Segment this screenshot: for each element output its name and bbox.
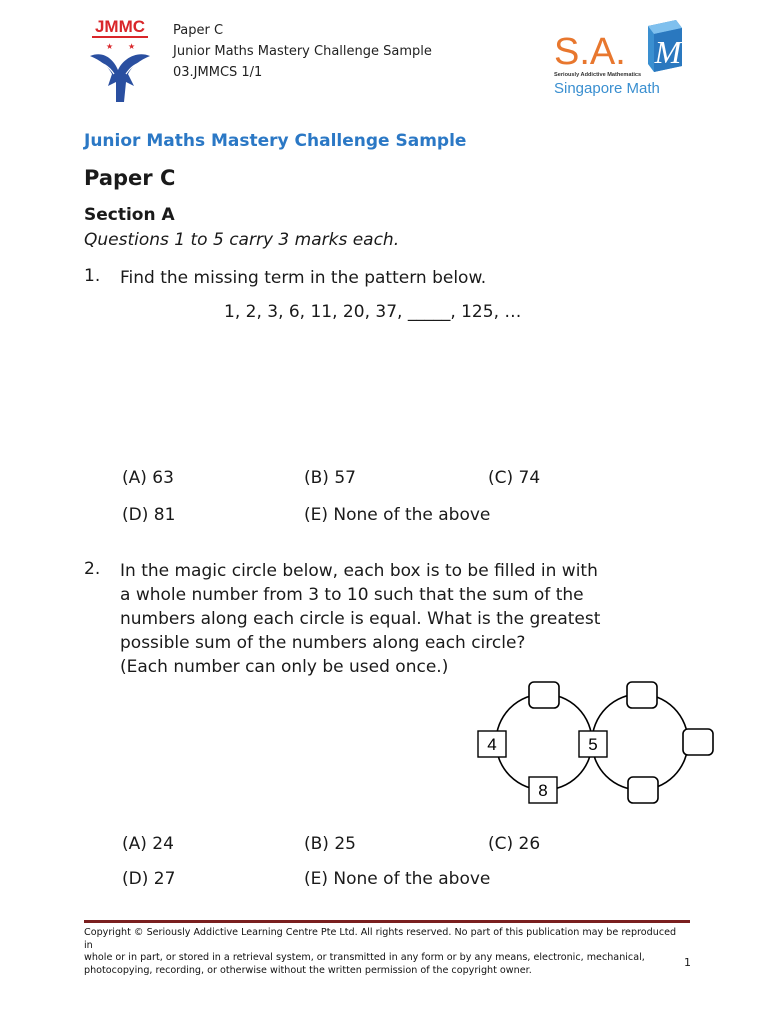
box-middle-value: 5 <box>588 735 598 754</box>
jmmc-logo-text: JMMC <box>94 17 146 36</box>
q1-option-e: (E) None of the above <box>304 505 491 525</box>
box-right-bottom <box>628 777 658 803</box>
question-1-sequence: 1, 2, 3, 6, 11, 20, 37, _____, 125, … <box>224 302 522 322</box>
sam-logo-tagline: Seriously Addictive Mathematics <box>554 72 642 78</box>
copyright-line: whole or in part, or stored in a retrieval system, or transmitted in any form or by any means, electronic, mechanical, <box>84 952 645 963</box>
question-2-text <box>120 559 720 679</box>
box-bottom-value: 8 <box>538 781 548 800</box>
q2-option-d: (D) 27 <box>122 869 176 889</box>
box-right <box>683 729 713 755</box>
question-1-text: Find the missing term in the pattern below. <box>120 268 487 288</box>
question-1-number: 1. <box>84 266 101 286</box>
sam-logo-subtitle: Singapore Math <box>554 80 660 97</box>
q1-option-b: (B) 57 <box>304 468 356 488</box>
q1-option-d: (D) 81 <box>122 505 176 525</box>
box-right-top <box>627 682 657 708</box>
box-left-top <box>529 682 559 708</box>
box-left-value: 4 <box>487 735 497 754</box>
question-2-line: numbers along each circle is equal. What is the greatest <box>120 609 601 629</box>
q1-option-a: (A) 63 <box>122 468 174 488</box>
header-challenge-name: Junior Maths Mastery Challenge Sample <box>173 44 432 59</box>
sam-logo-cube-letter: M <box>654 34 682 70</box>
jmmc-logo <box>84 16 156 108</box>
footer-divider <box>84 920 690 923</box>
question-2-line: possible sum of the numbers along each circle? <box>120 633 526 653</box>
question-2-line: In the magic circle below, each box is to be filled in with <box>120 561 598 581</box>
q1-option-c: (C) 74 <box>488 468 541 488</box>
q2-option-c: (C) 26 <box>488 834 541 854</box>
page-number: 1 <box>684 956 691 969</box>
question-2-line: a whole number from 3 to 10 such that the sum of the <box>120 585 584 605</box>
section-title: Section A <box>84 205 175 225</box>
magic-circle-diagram <box>470 676 720 812</box>
header-code: 03.JMMCS 1/1 <box>173 65 263 80</box>
question-2-number: 2. <box>84 559 101 579</box>
sam-logo <box>552 18 688 98</box>
question-2-line: (Each number can only be used once.) <box>120 657 449 677</box>
copyright-line: Copyright © Seriously Addictive Learning Centre Pte Ltd. All rights reserved. No part of this publication may be reproduced in <box>84 927 677 951</box>
svg-text:★: ★ <box>128 42 136 51</box>
q2-option-e: (E) None of the above <box>304 869 491 889</box>
header-info <box>173 20 432 83</box>
q2-option-b: (B) 25 <box>304 834 356 854</box>
sam-logo-letters: S.A. <box>554 31 626 73</box>
q2-option-a: (A) 24 <box>122 834 174 854</box>
copyright-notice <box>84 927 684 977</box>
svg-text:★: ★ <box>106 42 114 51</box>
copyright-line: photocopying, recording, or otherwise without the written permission of the copyright owner. <box>84 964 532 976</box>
header-paper: Paper C <box>173 23 224 38</box>
section-note: Questions 1 to 5 carry 3 marks each. <box>84 230 400 250</box>
document-title: Junior Maths Mastery Challenge Sample <box>84 131 467 151</box>
paper-title: Paper C <box>84 166 176 190</box>
